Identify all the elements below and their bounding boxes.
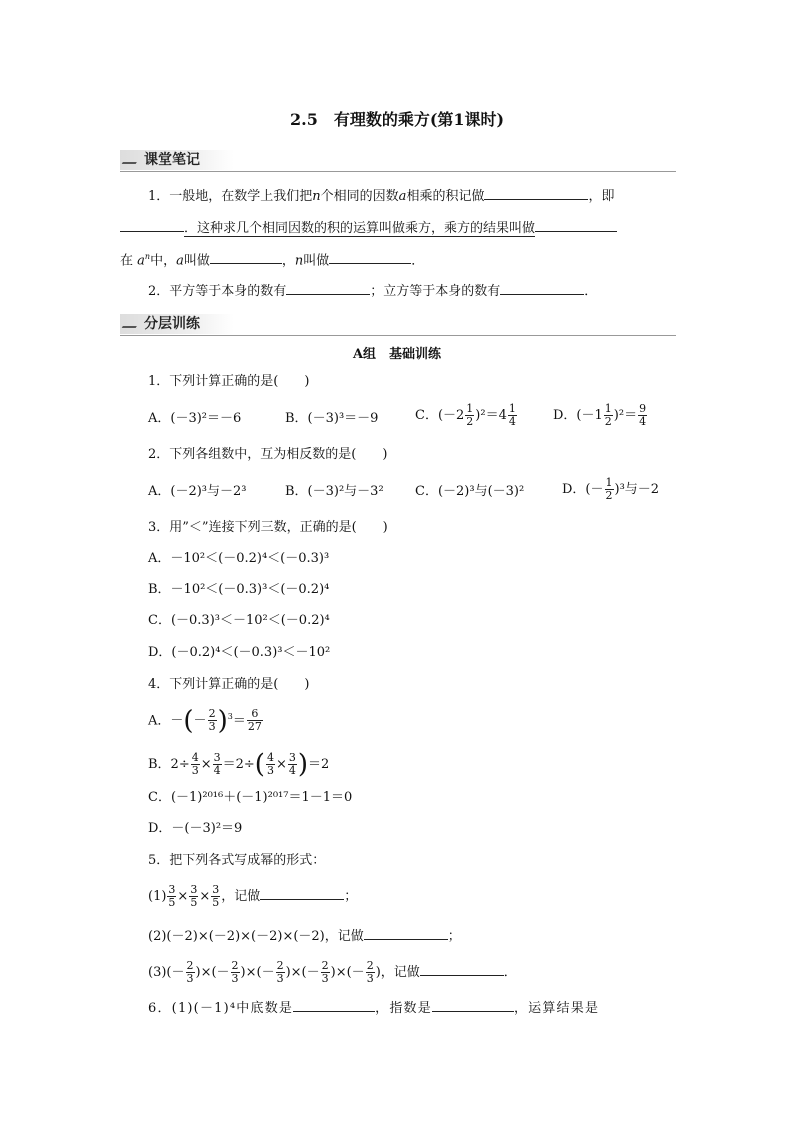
den: 3 <box>276 972 284 985</box>
q2-option-c: C．(－2)³与(－3)² <box>415 484 525 499</box>
q6 <box>148 998 599 1018</box>
den: 5 <box>190 896 198 909</box>
den: 27 <box>247 720 262 734</box>
text: 叫做 <box>183 253 210 269</box>
den: 5 <box>212 896 220 909</box>
text: ，记做 <box>221 889 261 904</box>
den: 2 <box>466 415 474 428</box>
text: )³与－2 <box>614 482 660 497</box>
text: × <box>177 889 189 904</box>
text: 个相同的因数 <box>320 189 399 204</box>
q4-option-a <box>148 705 264 736</box>
note-1-line-1 <box>148 186 614 206</box>
text: )×(－ <box>330 965 365 980</box>
num: 3 <box>212 883 220 896</box>
text: D．(－1 <box>553 408 603 423</box>
den: 2 <box>604 415 612 428</box>
text: )²＝4 <box>475 408 507 423</box>
q5-part-1 <box>148 884 357 909</box>
fraction <box>167 884 176 909</box>
text: 中， <box>150 253 177 269</box>
pen-icon <box>122 156 141 164</box>
num: 3 <box>190 883 198 896</box>
q1-option-c <box>415 403 518 428</box>
q4-option-b <box>148 749 330 780</box>
num: 2 <box>208 707 216 721</box>
var-a: a <box>137 253 145 269</box>
text: ． <box>584 284 598 299</box>
fraction <box>189 884 198 909</box>
section-label <box>120 150 234 170</box>
q2-option-d <box>562 477 659 502</box>
den: 3 <box>321 972 329 985</box>
q4-option-c: C．(－1)²⁰¹⁶＋(－1)²⁰¹⁷＝1－1＝0 <box>148 790 353 805</box>
num: 6 <box>247 708 263 721</box>
num: 3 <box>168 883 176 896</box>
fraction <box>191 752 200 777</box>
num: 4 <box>191 751 199 764</box>
answer-blank[interactable] <box>484 186 588 200</box>
note-2 <box>148 281 597 301</box>
answer-blank[interactable] <box>260 886 344 900</box>
num: 2 <box>186 959 194 972</box>
num: 2 <box>366 959 374 972</box>
text: ，运算结果是 <box>513 1001 600 1016</box>
den: 4 <box>288 764 296 777</box>
text: )，记做 <box>375 965 420 980</box>
text: 叫做 <box>303 253 330 269</box>
q2-stem: 2．下列各组数中，互为相反数的是( ) <box>148 447 388 462</box>
fraction <box>366 960 375 985</box>
text: )×(－ <box>195 965 230 980</box>
exponent: n <box>144 252 151 261</box>
fraction <box>231 960 240 985</box>
fraction <box>213 752 222 777</box>
section-header-training <box>120 314 676 336</box>
text: A．－ <box>148 713 184 729</box>
section-label <box>120 314 234 334</box>
num: 1 <box>605 476 613 489</box>
section-header-notes <box>120 150 676 172</box>
divider <box>120 171 676 172</box>
fraction <box>186 960 195 985</box>
text: )²＝ <box>613 408 638 423</box>
paren: ( <box>183 705 194 736</box>
fraction <box>276 960 285 985</box>
text: )×(－ <box>285 965 320 980</box>
text: × <box>199 889 211 904</box>
q1-option-b: B．(－3)³＝－9 <box>285 411 379 426</box>
q2-option-b: B．(－3)²与－3² <box>285 484 384 499</box>
den: 3 <box>208 720 216 734</box>
den: 3 <box>231 972 239 985</box>
text: (3)(－ <box>148 965 185 980</box>
q3-option-c: C．(－0.3)³＜－10²＜(－0.2)⁴ <box>148 613 330 628</box>
den: 4 <box>213 764 221 777</box>
var-n: n <box>294 253 304 269</box>
text: 2．平方等于本身的数有 <box>148 284 287 299</box>
text: ； <box>344 889 358 904</box>
q2-option-a: A．(－2)³与－2³ <box>148 484 247 499</box>
note-1-line-3 <box>120 248 424 270</box>
answer-blank[interactable] <box>420 962 504 976</box>
text: × <box>200 757 212 772</box>
num: 1 <box>604 402 612 415</box>
den: 3 <box>366 972 374 985</box>
text: 6．(1)(－1)⁴中底数是 <box>148 1001 294 1016</box>
fraction <box>288 752 297 777</box>
fraction <box>247 708 263 733</box>
num: 2 <box>321 959 329 972</box>
den: 3 <box>266 764 274 777</box>
text: (1) <box>148 889 167 904</box>
text: )×(－ <box>240 965 275 980</box>
den: 4 <box>639 415 647 428</box>
fraction <box>604 403 613 428</box>
divider <box>120 335 676 336</box>
text: ，即 <box>588 189 615 204</box>
q3-stem: 3．用”＜”连接下列三数，正确的是( ) <box>148 520 388 535</box>
text: B．2÷ <box>148 757 190 772</box>
num: 2 <box>231 959 239 972</box>
var-a: a <box>398 189 407 204</box>
num: 2 <box>276 959 284 972</box>
q5-part-3 <box>148 960 517 985</box>
answer-blank[interactable] <box>120 218 184 232</box>
section-title: 分层训练 <box>144 316 200 332</box>
den: 2 <box>605 489 613 502</box>
den: 3 <box>186 972 194 985</box>
text: 在 <box>120 253 134 269</box>
text: ；立方等于本身的数有 <box>370 284 501 299</box>
q4-stem: 4．下列计算正确的是( ) <box>148 677 310 692</box>
text: 相乘的积记做 <box>406 189 485 204</box>
text: ＝2 <box>308 757 330 772</box>
text: ，指数是 <box>375 1001 432 1016</box>
answer-blank[interactable] <box>535 218 617 232</box>
text: (2)(－2)×(－2)×(－2)×(－2)，记做 <box>148 929 364 944</box>
den: 3 <box>191 764 199 777</box>
fraction <box>321 960 330 985</box>
text: C．(－2 <box>415 408 465 423</box>
page-title: 2.5 有理数的乘方(第1课时) <box>290 110 505 129</box>
num: 1 <box>466 402 474 415</box>
q5-stem: 5．把下列各式写成幂的形式： <box>148 853 326 868</box>
answer-blank[interactable] <box>432 998 514 1012</box>
var-n: n <box>312 189 321 204</box>
text: － <box>193 713 207 729</box>
text: ． <box>411 253 425 269</box>
q3-option-b: B．－10²＜(－0.3)³＜(－0.2)⁴ <box>148 582 330 597</box>
paren: ) <box>217 705 228 736</box>
num: 3 <box>288 751 296 764</box>
answer-blank[interactable] <box>364 926 448 940</box>
group-heading: A组 基础训练 <box>352 347 442 362</box>
num: 3 <box>213 751 221 764</box>
text: 1．一般地，在数学上我们把 <box>148 189 313 204</box>
exponent: 3 <box>227 712 233 721</box>
note-1-line-2 <box>120 218 617 238</box>
fraction <box>508 403 517 428</box>
var-a: a <box>176 253 184 269</box>
answer-blank[interactable] <box>293 998 375 1012</box>
fraction <box>465 403 474 428</box>
text: ． <box>503 965 517 980</box>
text: ＝ <box>232 713 246 729</box>
text: × <box>275 757 287 772</box>
answer-blank[interactable] <box>500 281 584 295</box>
text: ； <box>447 929 461 944</box>
q5-part-2 <box>148 926 461 946</box>
paren: ( <box>254 749 265 780</box>
fraction <box>208 708 217 733</box>
answer-blank[interactable] <box>329 250 411 264</box>
fraction <box>638 403 647 428</box>
den: 4 <box>508 415 516 428</box>
fraction <box>211 884 220 909</box>
fraction <box>605 477 614 502</box>
paren: ) <box>297 749 309 780</box>
q3-option-a: A．－10²＜(－0.2)⁴＜(－0.3)³ <box>148 551 330 566</box>
q1-stem: 1．下列计算正确的是( ) <box>148 374 310 389</box>
q1-option-d <box>553 403 648 428</box>
fraction <box>266 752 275 777</box>
den: 5 <box>168 896 176 909</box>
text: D．(－ <box>562 482 604 497</box>
pen-icon <box>122 320 141 328</box>
num: 9 <box>639 402 647 415</box>
q3-option-d: D．(－0.2)⁴＜(－0.3)³＜－10² <box>148 645 331 660</box>
q1-option-a: A．(－3)²＝－6 <box>148 411 242 426</box>
text: ， <box>281 253 295 269</box>
answer-blank[interactable] <box>210 250 282 264</box>
text: ．这种求几个相同因数的积的运算叫做乘方，乘方的结果叫做 <box>184 221 536 236</box>
q4-option-d: D．－(－3)²＝9 <box>148 821 243 836</box>
text: ＝2÷ <box>222 757 255 772</box>
num: 1 <box>508 402 516 415</box>
num: 4 <box>266 751 274 764</box>
answer-blank[interactable] <box>286 281 370 295</box>
section-title: 课堂笔记 <box>144 152 200 168</box>
